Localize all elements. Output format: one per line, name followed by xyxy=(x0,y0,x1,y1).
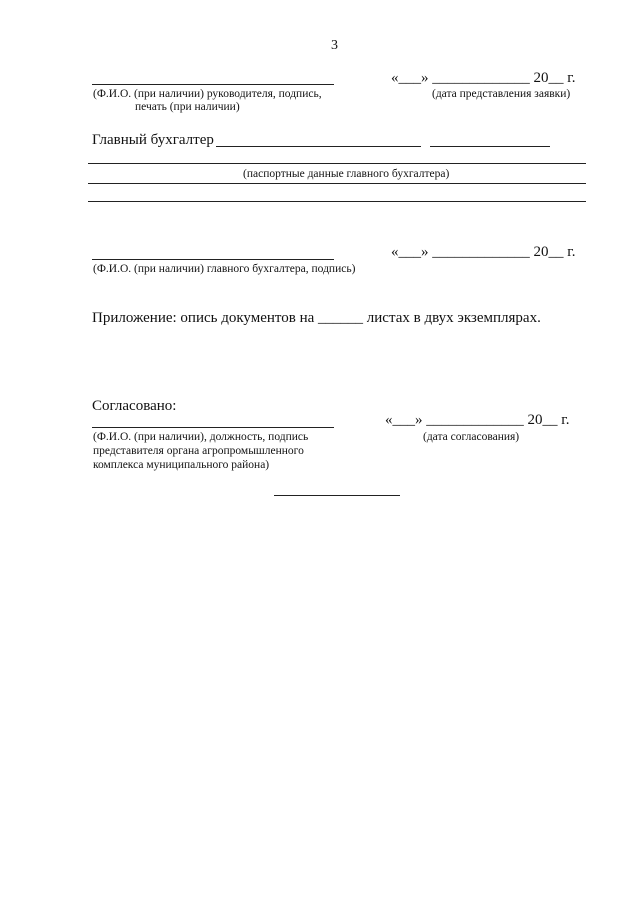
chief-accountant-date-field[interactable]: «___» _____________ 20__ г. xyxy=(391,244,576,260)
application-date-caption: (дата представления заявки) xyxy=(432,88,571,100)
chief-accountant-signature-line-2[interactable] xyxy=(92,259,334,260)
approval-caption-line1: (Ф.И.О. (при наличии), должность, подпись xyxy=(93,431,309,443)
approval-caption-line2: представителя органа агропромышленного xyxy=(93,445,304,457)
approval-date-field[interactable]: «___» _____________ 20__ г. xyxy=(385,412,570,428)
head-signature-caption-line2: печать (при наличии) xyxy=(135,101,240,113)
chief-accountant-name-line[interactable] xyxy=(216,146,421,147)
approval-signature-line[interactable] xyxy=(92,427,334,428)
appendix-line xyxy=(92,310,541,327)
passport-data-line-3[interactable] xyxy=(88,201,586,202)
chief-accountant-label: Главный бухгалтер xyxy=(92,132,214,148)
chief-accountant-signature-line[interactable] xyxy=(430,146,550,147)
approval-caption-line3: комплекса муниципального района) xyxy=(93,459,270,471)
application-date-field[interactable]: «___» _____________ 20__ г. xyxy=(391,70,576,86)
chief-accountant-signature-caption: (Ф.И.О. (при наличии) главного бухгалтера, подпись) xyxy=(93,263,356,275)
head-signature-caption-line1: (Ф.И.О. (при наличии) руководителя, подпись, xyxy=(93,88,322,100)
page-number: 3 xyxy=(331,38,338,53)
appendix-pages-blank[interactable]: ______ xyxy=(318,310,364,326)
approval-label: Согласовано: xyxy=(92,398,177,414)
approval-date-caption: (дата согласования) xyxy=(423,431,520,443)
head-signature-line[interactable] xyxy=(92,84,334,85)
appendix-prefix: Приложение: опись документов на xyxy=(92,310,315,326)
closing-separator-line xyxy=(274,495,400,496)
passport-data-caption: (паспортные данные главного бухгалтера) xyxy=(243,168,450,180)
passport-data-line-2[interactable] xyxy=(88,183,586,184)
passport-data-line-1[interactable] xyxy=(88,163,586,164)
appendix-suffix: листах в двух экземплярах. xyxy=(366,310,541,326)
